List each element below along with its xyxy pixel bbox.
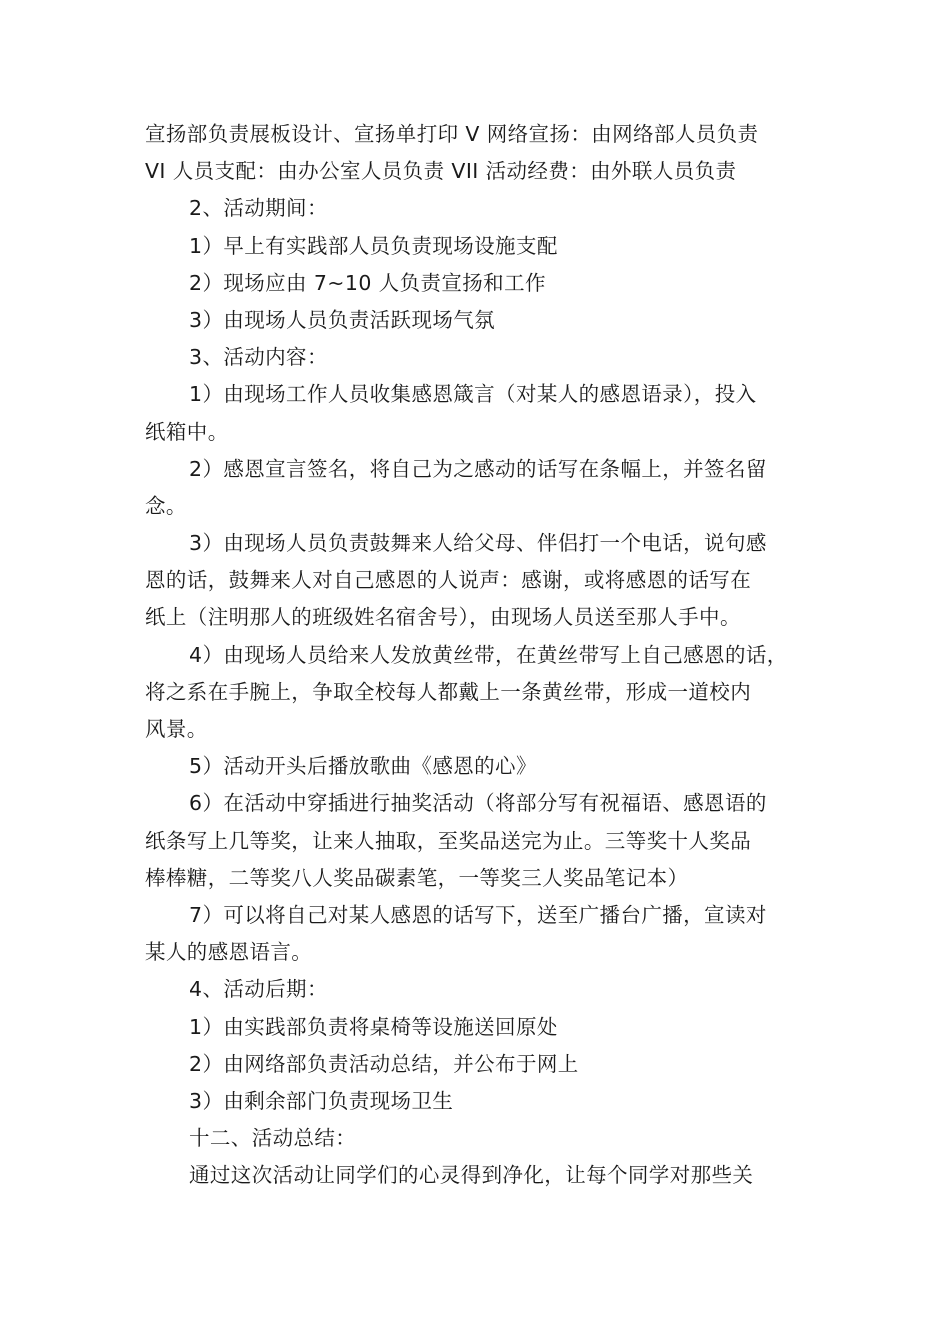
text-line: 念。: [145, 493, 187, 518]
text-line: 2）现场应由 7~10 人负责宣扬和工作: [189, 270, 546, 295]
text-line: 2）由网络部负责活动总结，并公布于网上: [189, 1051, 579, 1076]
text-line: 风景。: [145, 717, 208, 741]
text-line: 1）由现场工作人员收集感恩箴言（对某人的感恩语录），投入: [189, 382, 757, 407]
text-line: 棒棒糖，二等奖八人奖品碳素笔，一等奖三人奖品笔记本）: [145, 865, 689, 890]
text-line: 2、活动期间：: [189, 196, 328, 221]
text-line: 3）由现场人员负责鼓舞来人给父母、伴侣打一个电话，说句感: [189, 531, 767, 556]
text-line: 7）可以将自己对某人感恩的话写下，送至广播台广播，宣读对: [189, 902, 767, 927]
text-line: 纸条写上几等奖，让来人抽取，至奖品送完为止。三等奖十人奖品: [145, 828, 752, 853]
text-line: 2）感恩宣言签名，将自己为之感动的话写在条幅上，并签名留: [189, 456, 767, 481]
text-line: 1）早上有实践部人员负责现场设施支配: [189, 233, 558, 258]
text-line: 某人的感恩语言。: [145, 940, 313, 965]
document-body: [145, 116, 825, 1194]
text-line: 通过这次活动让同学们的心灵得到净化，让每个同学对那些关: [189, 1163, 754, 1188]
text-line: 1）由实践部负责将桌椅等设施送回原处: [189, 1014, 558, 1039]
text-line: VI 人员支配：由办公室人员负责 VII 活动经费：由外联人员负责: [145, 159, 737, 184]
text-line: 纸上（注明那人的班级姓名宿舍号），由现场人员送至那人手中。: [145, 605, 741, 630]
text-line: 3、活动内容：: [189, 345, 328, 370]
text-line: 4）由现场人员给来人发放黄丝带，在黄丝带写上自己感恩的话，: [189, 642, 788, 667]
text-line: 4、活动后期：: [189, 977, 328, 1002]
text-line: 宣扬部负责展板设计、宣扬单打印 V 网络宣扬：由网络部人员负责: [145, 122, 759, 146]
text-line: 恩的话，鼓舞来人对自己感恩的人说声：感谢，或将感恩的话写在: [145, 568, 752, 593]
text-line: 6）在活动中穿插进行抽奖活动（将部分写有祝福语、感恩语的: [189, 791, 767, 816]
text-line: 十二、活动总结：: [189, 1126, 357, 1151]
text-line: 5）活动开头后播放歌曲《感恩的心》: [189, 754, 537, 779]
text-line: 纸箱中。: [145, 419, 229, 444]
text-line: 3）由现场人员负责活跃现场气氛: [189, 307, 496, 332]
text-line: 将之系在手腕上，争取全校每人都戴上一条黄丝带，形成一道校内: [145, 679, 752, 704]
text-line: 3）由剩余部门负责现场卫生: [189, 1088, 454, 1113]
